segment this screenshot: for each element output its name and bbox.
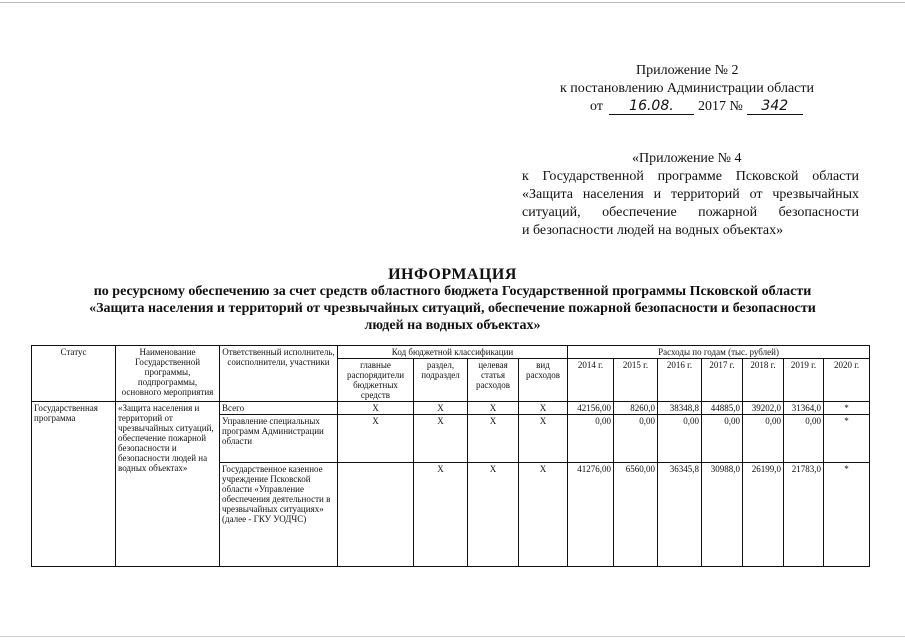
- value-cell: 0,00: [743, 415, 784, 463]
- code-cell: Х: [468, 415, 519, 463]
- date-prefix: от: [590, 99, 603, 114]
- value-cell: 0,00: [784, 415, 824, 463]
- header-budget-code: Код бюджетной классификации: [338, 346, 568, 359]
- appendix-2-resolution: к постановлению Администрации области: [560, 81, 814, 96]
- code-cell: Х: [338, 402, 414, 415]
- appendix-2-block: [560, 62, 860, 116]
- value-cell: 0,00: [658, 415, 702, 463]
- table-row: [32, 402, 870, 415]
- value-cell: 30988,0: [702, 463, 743, 567]
- document-title: [30, 266, 875, 334]
- header-expenses: Расходы по годам (тыс. рублей): [568, 346, 870, 359]
- appendix-4-line-4: ситуаций, обеспечение пожарной безопасности: [522, 205, 859, 220]
- title-heading: ИНФОРМАЦИЯ: [388, 266, 517, 283]
- value-cell: 39202,0: [743, 402, 784, 415]
- value-cell: 38348,8: [658, 402, 702, 415]
- value-cell: 31364,0: [784, 402, 824, 415]
- executor-cell: Всего: [220, 402, 338, 415]
- value-cell: 36345,8: [658, 463, 702, 567]
- handwritten-number: 342: [747, 99, 803, 115]
- appendix-4-line-2: к Государственной программе Псковской области: [522, 169, 859, 184]
- header-year: 2015 г.: [614, 359, 658, 402]
- resource-table: [31, 345, 870, 567]
- value-cell: 0,00: [702, 415, 743, 463]
- header-year: 2020 г.: [824, 359, 870, 402]
- value-cell: *: [824, 463, 870, 567]
- appendix-4-block: [522, 150, 859, 240]
- value-cell: 8260,0: [614, 402, 658, 415]
- value-cell: 26199,0: [743, 463, 784, 567]
- value-cell: 41276,00: [568, 463, 614, 567]
- appendix-4-line-3: «Защита населения и территорий от чрезвычайных: [522, 187, 859, 202]
- title-line-3: людей на водных объектах»: [364, 318, 541, 333]
- header-code-section: раздел, подраздел: [414, 359, 468, 402]
- header-year: 2016 г.: [658, 359, 702, 402]
- code-cell: Х: [519, 463, 568, 567]
- code-cell: Х: [414, 463, 468, 567]
- appendix-4-title: «Приложение № 4: [632, 151, 742, 166]
- header-row-1: [32, 346, 870, 359]
- value-cell: 42156,00: [568, 402, 614, 415]
- value-cell: 21783,0: [784, 463, 824, 567]
- year-number-label: 2017 №: [697, 99, 743, 114]
- appendix-2-title: Приложение № 2: [636, 63, 739, 78]
- header-code-target: целевая статья расходов: [468, 359, 519, 402]
- scan-edge-bottom: [0, 636, 905, 637]
- title-line-2: «Защита населения и территорий от чрезвычайных ситуаций, обеспечение пожарной безопасности и безопасности: [89, 301, 816, 316]
- executor-cell: Государственное казенное учреждение Псковской области «Управление обеспечения деятельности в чрезвычайных ситуациях» (далее - ГКУ УОДЧС): [220, 463, 338, 567]
- scan-edge-top: [0, 2, 905, 3]
- code-cell: Х: [519, 402, 568, 415]
- title-line-1: по ресурсному обеспечению за счет средств областного бюджета Государственной программы Псковской области: [93, 284, 812, 299]
- handwritten-date: 16.08.: [609, 99, 694, 115]
- value-cell: 0,00: [568, 415, 614, 463]
- code-cell: Х: [414, 402, 468, 415]
- code-cell: Х: [519, 415, 568, 463]
- header-year: 2018 г.: [743, 359, 784, 402]
- header-name: Наименование Государственной программы, подпрограммы, основного мероприятия: [116, 346, 220, 402]
- header-code-type: вид расходов: [519, 359, 568, 402]
- code-cell: Х: [468, 463, 519, 567]
- header-executor: Ответственный исполнитель, соисполнители, участники: [220, 346, 338, 402]
- code-cell: Х: [338, 415, 414, 463]
- appendix-2-date-line: [560, 98, 860, 116]
- value-cell: *: [824, 415, 870, 463]
- code-cell: Х: [414, 415, 468, 463]
- header-year: 2019 г.: [784, 359, 824, 402]
- code-cell: [338, 463, 414, 567]
- appendix-4-line-5: и безопасности людей на водных объектах»: [522, 223, 784, 238]
- value-cell: 44885,0: [702, 402, 743, 415]
- value-cell: 6560,00: [614, 463, 658, 567]
- code-cell: Х: [468, 402, 519, 415]
- executor-cell: Управление специальных программ Администрации области: [220, 415, 338, 463]
- header-year: 2014 г.: [568, 359, 614, 402]
- value-cell: *: [824, 402, 870, 415]
- header-year: 2017 г.: [702, 359, 743, 402]
- header-code-main-manager: главные распорядители бюджетных средств: [338, 359, 414, 402]
- status-cell: Государственная программа: [32, 402, 116, 567]
- header-status: Статус: [32, 346, 116, 402]
- program-name-cell: «Защита населения и территорий от чрезвычайных ситуаций, обеспечение пожарной безопасности и безопасности людей на водных объектах»: [116, 402, 220, 567]
- value-cell: 0,00: [614, 415, 658, 463]
